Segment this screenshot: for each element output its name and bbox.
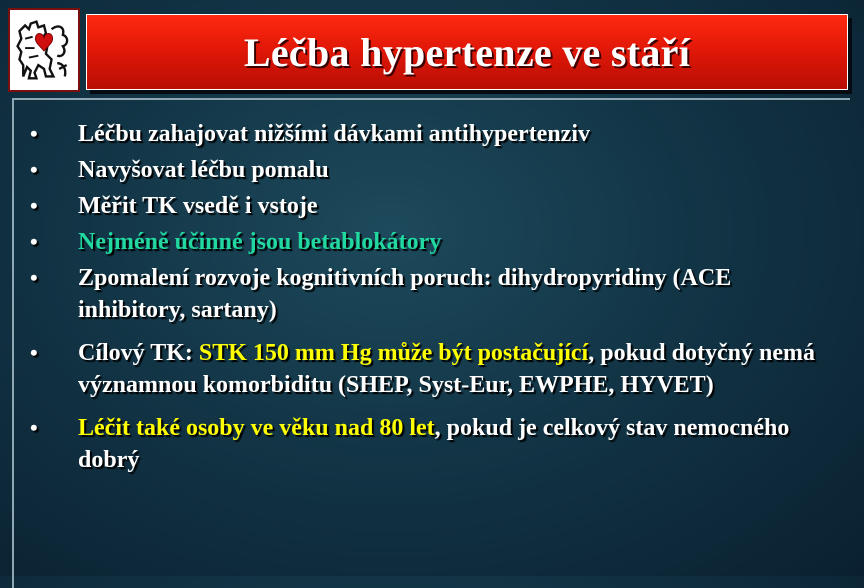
- bullet-dot: •: [30, 121, 38, 146]
- bullet-text: , pokud je celkový stav nemocného dobrý: [78, 415, 790, 473]
- bullet-dot: •: [30, 340, 38, 365]
- page-title: Léčba hypertenze ve stáří: [243, 29, 691, 75]
- bullet-text: , pokud dotyčný nemá významnou komorbiditu (SHEP, Syst-Eur, EWPHE, HYVET): [78, 340, 815, 398]
- bullet-list: [30, 118, 826, 487]
- title-bar: [86, 14, 848, 90]
- bullet-item: [30, 226, 826, 258]
- bullet-text: Zpomalení rozvoje kognitivních poruch: dihydropyridiny (ACE inhibitory, sartany): [78, 265, 732, 323]
- bullet-text: Cílový TK:: [78, 340, 199, 366]
- heraldic-lion-with-heart-icon: [10, 10, 78, 90]
- bullet-dot: •: [30, 229, 38, 254]
- bullet-dot: •: [30, 157, 38, 182]
- bullet-text: Léčit také osoby ve věku nad 80 let: [78, 415, 435, 441]
- bullet-text: Měřit TK vsedě i vstoje: [78, 193, 318, 219]
- bullet-dot: •: [30, 415, 38, 440]
- bullet-text: Navyšovat léčbu pomalu: [78, 157, 329, 183]
- logo: [8, 8, 80, 92]
- bullet-text: Nejméně účinné jsou betablokátory: [78, 229, 442, 255]
- bullet-dot: •: [30, 193, 38, 218]
- bullet-item: [30, 154, 826, 186]
- bullet-dot: •: [30, 265, 38, 290]
- bullet-item: [30, 337, 826, 401]
- bullet-item: [30, 262, 826, 326]
- bullet-text: STK 150 mm Hg může být postačující: [198, 340, 589, 366]
- bullet-text: Léčbu zahajovat nižšími dávkami antihypertenziv: [78, 121, 591, 147]
- bullet-item: [30, 412, 826, 476]
- bullet-item: [30, 190, 826, 222]
- bullet-item: [30, 118, 826, 150]
